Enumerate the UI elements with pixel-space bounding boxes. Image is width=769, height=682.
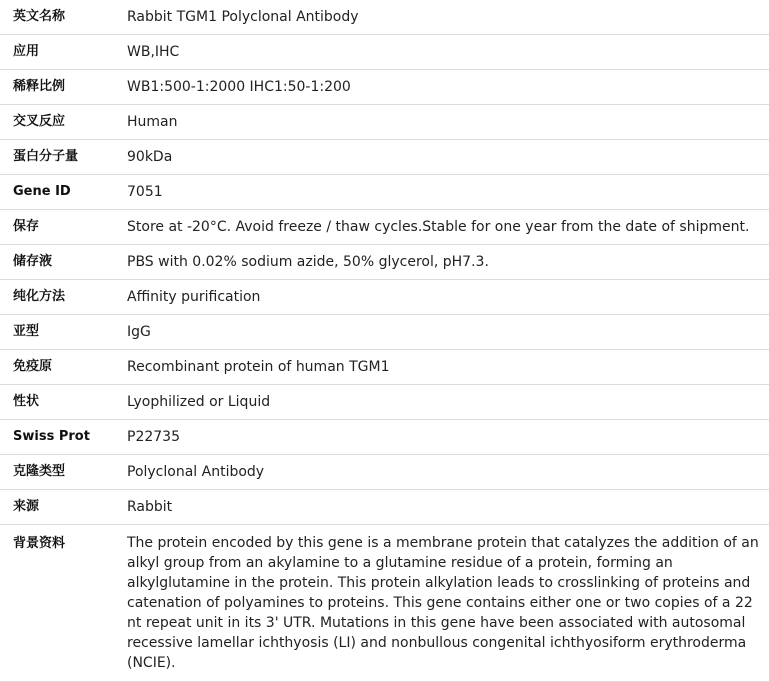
- row-value: Human: [127, 105, 769, 140]
- row-value: IgG: [127, 315, 769, 350]
- spec-row-english-name: [0, 0, 769, 35]
- spec-row-swiss-prot: [0, 420, 769, 455]
- row-label: Gene ID: [0, 175, 127, 210]
- row-label: 纯化方法: [0, 280, 127, 315]
- spec-row-host: [0, 490, 769, 525]
- spec-row-form: [0, 385, 769, 420]
- row-label: 稀释比例: [0, 70, 127, 105]
- row-label: 英文名称: [0, 0, 127, 35]
- row-value: WB,IHC: [127, 35, 769, 70]
- row-value: 90kDa: [127, 140, 769, 175]
- spec-row-molecular-weight: [0, 140, 769, 175]
- row-label: Swiss Prot: [0, 420, 127, 455]
- row-label: 蛋白分子量: [0, 140, 127, 175]
- row-value: Rabbit TGM1 Polyclonal Antibody: [127, 0, 769, 35]
- spec-row-dilution: [0, 70, 769, 105]
- row-value: Rabbit: [127, 490, 769, 525]
- row-value: Affinity purification: [127, 280, 769, 315]
- row-label: 免疫原: [0, 350, 127, 385]
- row-label: 性状: [0, 385, 127, 420]
- row-value: Lyophilized or Liquid: [127, 385, 769, 420]
- spec-row-buffer: [0, 245, 769, 280]
- background-description: The protein encoded by this gene is a membrane protein that catalyzes the addition of an alkyl group from an akylamine to a glutamine residue of a protein, forming an alkylglutamine in the protein. This protein alkylation leads to crosslinking of proteins and catenation of polyamines to proteins. This gene contains either one or two copies of a 22 nt repeat unit in its 3' UTR. Mutations in this gene have been associated with autosomal recessive lamellar ichthyosis (LI) and nonbullous congenital ichthyosiform erythroderma (NCIE).: [127, 525, 769, 682]
- row-value: WB1:500-1:2000 IHC1:50-1:200: [127, 70, 769, 105]
- spec-row-cross-reactivity: [0, 105, 769, 140]
- row-label: 应用: [0, 35, 127, 70]
- row-label: 来源: [0, 490, 127, 525]
- row-label: 交叉反应: [0, 105, 127, 140]
- spec-row-gene-id: [0, 175, 769, 210]
- spec-row-background: [0, 525, 769, 682]
- row-value: P22735: [127, 420, 769, 455]
- row-label: 克隆类型: [0, 455, 127, 490]
- spec-row-application: [0, 35, 769, 70]
- row-value: 7051: [127, 175, 769, 210]
- row-label: 储存液: [0, 245, 127, 280]
- row-value: Recombinant protein of human TGM1: [127, 350, 769, 385]
- row-label: 背景资料: [0, 525, 127, 682]
- row-value: PBS with 0.02% sodium azide, 50% glycerol, pH7.3.: [127, 245, 769, 280]
- row-value: Store at -20°C. Avoid freeze / thaw cycles.Stable for one year from the date of shipment.: [127, 210, 769, 245]
- spec-row-clonality: [0, 455, 769, 490]
- spec-row-immunogen: [0, 350, 769, 385]
- row-value: Polyclonal Antibody: [127, 455, 769, 490]
- row-label: 亚型: [0, 315, 127, 350]
- spec-row-isotype: [0, 315, 769, 350]
- spec-row-storage: [0, 210, 769, 245]
- spec-row-purification: [0, 280, 769, 315]
- row-label: 保存: [0, 210, 127, 245]
